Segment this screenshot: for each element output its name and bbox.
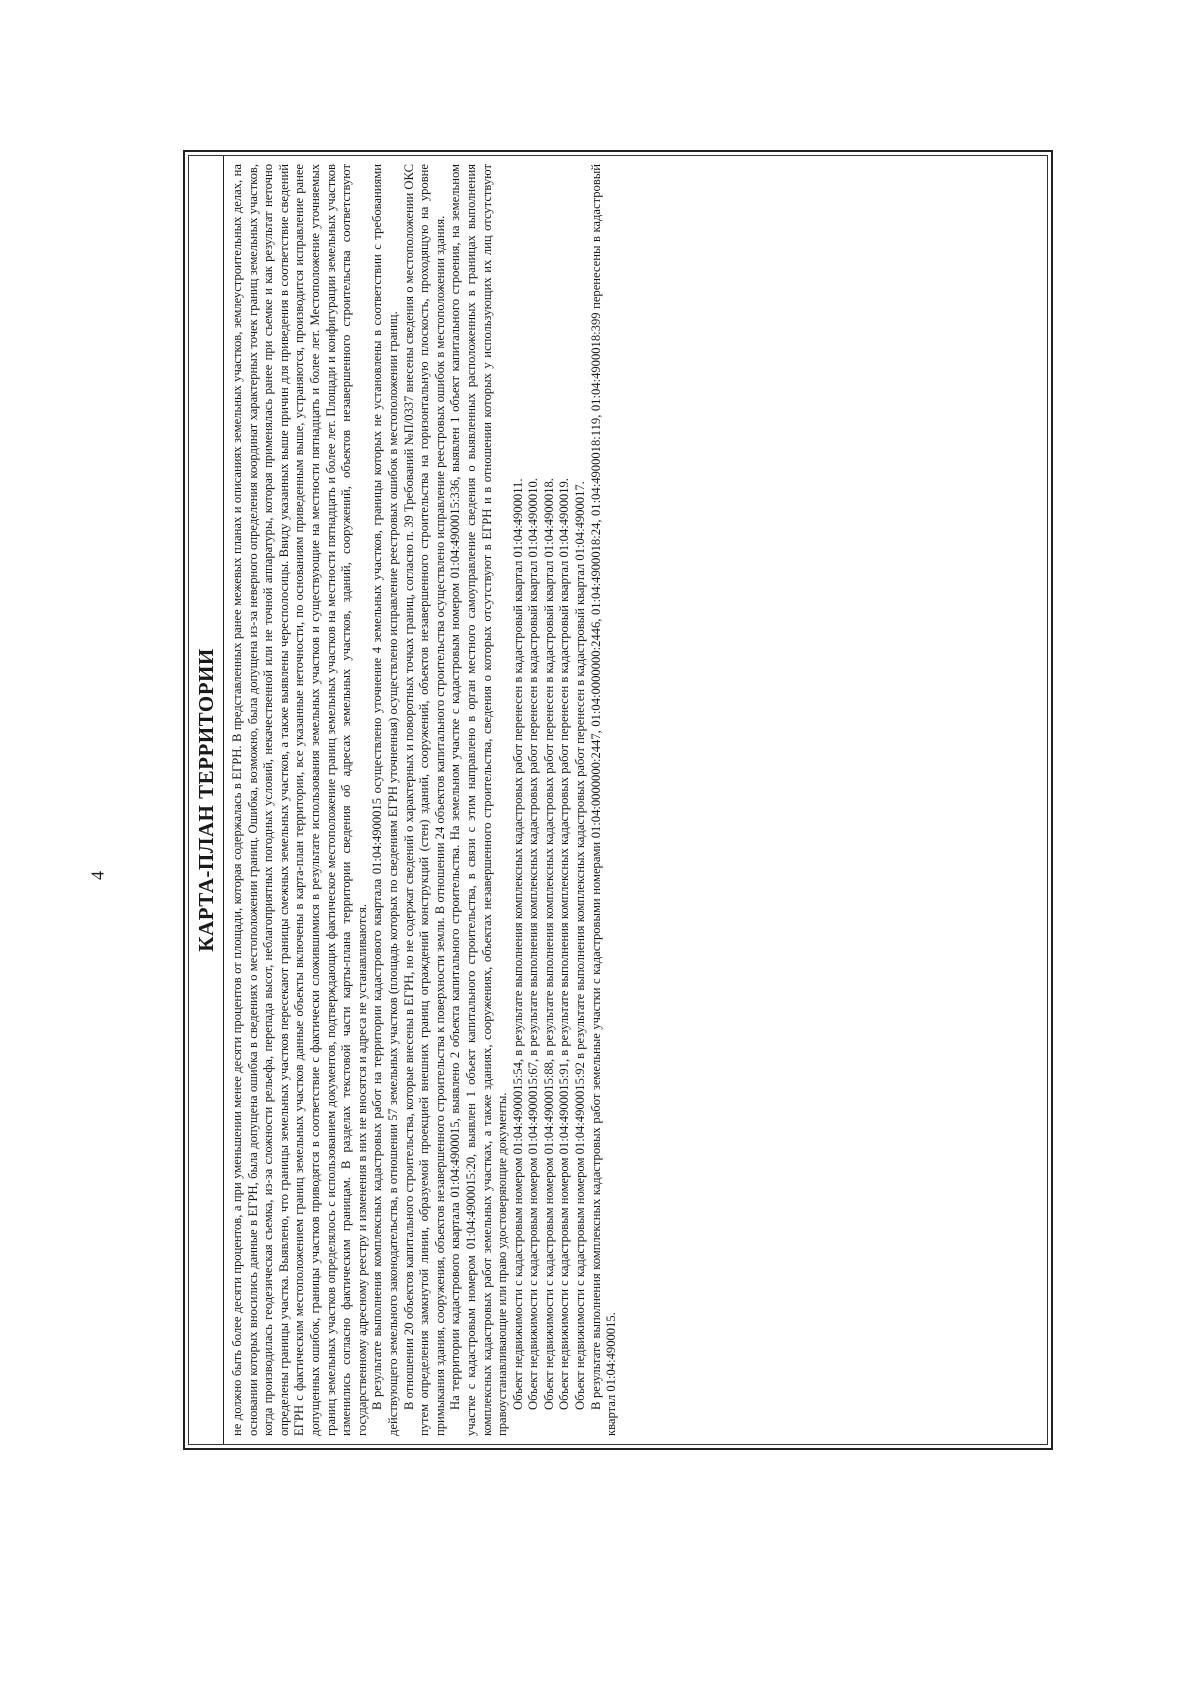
paragraph-4: На территории кадастрового квартала 01:04:4900015, выявлено 2 объекта капитального строительства. На земельном участке с кадастровым номером 01:04:4900015:336, выявлен 1 объект капитального строения, на земельном участке с кадастровым номером 01:04:4900015:20, выявлен 1 объект капитального строительства, в связи с этим направлено в орган местного самоуправление сведения о выявленных расположенных в границах выполнения комплексных кадастровых работ земельных участках, а также зданиях, сооружениях, объектах незавершенного строительства, сведения о которых отсутствуют в ЕГРН и в отношении которых у использующих их лиц отсутствуют правоустанавливающие или право удостоверяющие документы. <box>448 164 510 1436</box>
paragraph-6: Объект недвижимости с кадастровым номером 01:04:4900015:67, в результате выполнения комплексных кадастровых работ перенесен в кадастровый квартал 01:04:4900010. <box>526 478 541 1410</box>
paragraph-1: не должно быть более десяти процентов, а при уменьшении менее десяти процентов от площади, которая содержалась в ЕГРН. В представленных ранее межевых планах и описаниях земельных участков, землеустроительных делах, на основании которых вносились данные в ЕГРН, была допущена ошибка в сведениях о местоположении границ. Ошибка, возможно, была допущена из-за неверного определения координат характерных точек границ земельных участков, когда производилась геодезическая съемка, из-за сложности рельефа, перепада высот, неблагоприятных погодных условий, некачественной или не точной аппаратуры, которая применялась ранее при съемке и как результат неточно определены границы участка. Выявлено, что границы земельных участков пересекают границы смежных земельных участков, а также выявлены чересполосицы. Ввиду указанных выше причин для приведения в соответствие сведений ЕГРН с фактическим местоположением границ земельных участков данные объекты включены в карта-план территории, все указанные неточности, по основаниям приведенным выше, устраняются, производится исправление ранее допущенных ошибок, границы участков приводятся в соответствие с фактически сложившимися в результате использования земельных участков и существующие на местности пятнадцать и более лет. Местоположение уточняемых границ земельных участков определялось с использованием документов, подтверждающих фактическое местоположение границ земельных участков на местности пятнадцать и более лет. Площади и конфигурации земельных участков изменились согласно фактическим границам. В разделах текстовой части карты-плана территории сведения об адресах земельных участков, зданий, сооружений, объектов незавершенного строительства соответствуют государственному адресному реестру и изменения в них не вносятся и адреса не устанавливаются. <box>230 164 369 1436</box>
paragraph-3: В отношении 20 объектов капитального строительства, которые внесены в ЕГРН, но не содержат сведений о характерных и поворотных точках границ, согласно п. 39 Требований №П/0337 внесены сведения о местоположении ОКС путем определения замкнутой линии, образуемой проекцией внешних границ ограждений конструкций (стен) зданий, сооружений, объектов незавершенного строительства на горизонтальную плоскость, проходящую на уровне примыкания здания, сооружения, объектов незавершенного строительства к поверхности земли. В отношении 24 объектов капитального строительства осуществлено исправление реестровых ошибок в местоположении здания. <box>401 164 447 1436</box>
paragraph-8: Объект недвижимости с кадастровым номером 01:04:4900015:91, в результате выполнения комплексных кадастровых работ перенесен в кадастровый квартал 01:04:4900019. <box>557 478 572 1410</box>
document-frame-inner <box>188 155 1048 1445</box>
document-frame <box>183 150 1053 1450</box>
page-number: 4 <box>87 871 108 880</box>
document-frame-wrapper <box>183 150 1053 1450</box>
paragraph-10: В результате выполнения комплексных кадастровых работ земельные участки с кадастровыми номерами 01:04:0000000:2447, 01:04:0000000:2446, 01:04:4900018:24, 01:04:4900018:119, 01:04:4900018:399 перенесены в кадастровый квартал 01:04:4900015. <box>588 164 619 1436</box>
paragraph-2: В результате выполнения комплексных кадастровых работ на территории кадастрового квартала 01:04:4900015 осуществлено уточнение 4 земельных участков, границы которых не установлены в соответствии с требованиями действующего земельного законодательства, в отношении 57 земельных участков (площадь которых по сведениям ЕГРН уточненная) осуществлено исправление реестровых ошибок в местоположении границ. <box>370 164 400 1436</box>
document-body <box>224 156 624 1444</box>
document-title: КАРТА-ПЛАН ТЕРРИТОРИИ <box>189 156 224 1444</box>
paragraph-5: Объект недвижимости с кадастровым номером 01:04:4900015:54, в результате выполнения комплексных кадастровых работ перенесен в кадастровый квартал 01:04:4900011. <box>510 478 525 1410</box>
paragraph-7: Объект недвижимости с кадастровым номером 01:04:4900015:88, в результате выполнения комплексных кадастровых работ перенесен в кадастровый квартал 01:04:4900018. <box>541 478 556 1410</box>
paragraph-9: Объект недвижимости с кадастровым номером 01:04:4900015:92 в результате выполнения комплексных кадастровых работ перенесен в кадастровый квартал 01:04:4900017. <box>573 481 588 1410</box>
